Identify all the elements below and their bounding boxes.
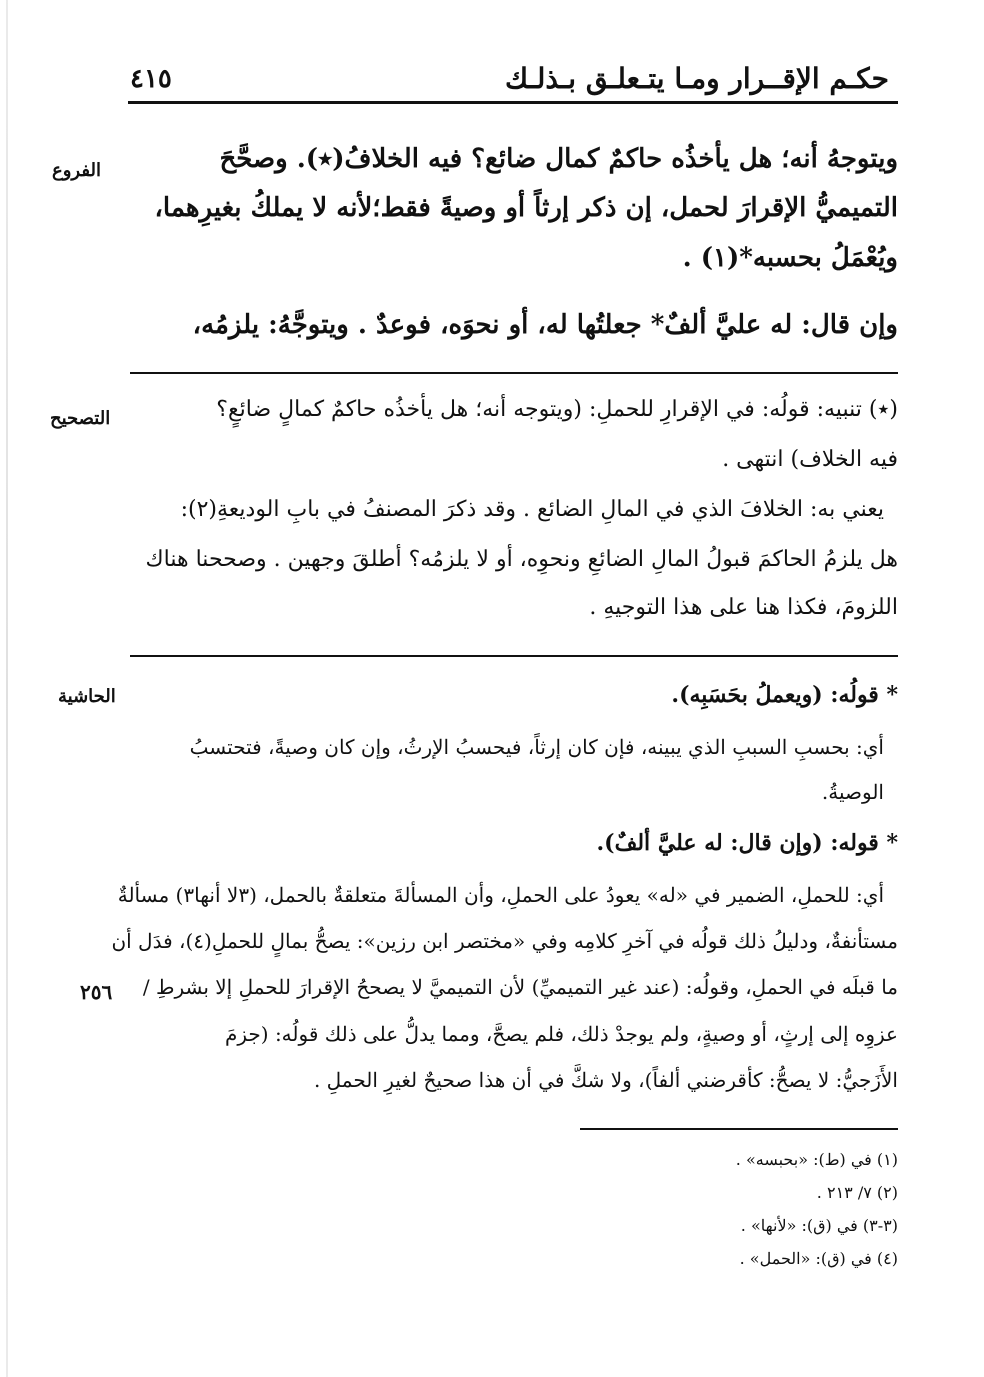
correction-line: يعني به: الخلافَ الذي في المالِ الضائع . وقد ذكرَ المصنفُ في بابِ الوديعةِ(٢):: [180, 497, 884, 522]
main-line: ويُعْمَلُ بحسبه*(١) .: [682, 243, 898, 273]
section-rule: [130, 372, 898, 374]
hashiya-line: مستأنفةٌ، ودليلُ ذلك قولُه في آخرِ كلامِه وفي «مختصر ابن رزين»: يصحُّ بمالٍ للحملِ(٤)، فدَل أن: [111, 929, 898, 953]
running-header-title: حكـم الإقــرار ومـا يتـعلـق بـذلـك: [505, 62, 889, 95]
correction-line: (٭) تنبيه: قولُه: في الإقرارِ للحملِ: (ويتوجه أنه؛ هل يأخذُه حاكمٌ كمالٍ ضائعٍ؟: [216, 397, 898, 422]
main-line: التميميُّ الإقرارَ لحمل، إن ذكر إرثاً أو وصيةً فقط؛لأنه لا يملكُ بغيرِهما،: [154, 193, 898, 223]
hashiya-line: عزوِه إلى إرثٍ، أو وصيةٍ، ولم يوجدْ ذلك، فلم يصحَّ، ومما يدلُّ على ذلك قولُه: (جزمَ: [225, 1022, 898, 1046]
side-number: ٢٥٦: [80, 980, 113, 1004]
footnote: (٣-٣) في (ق): «لأنها» .: [740, 1216, 898, 1235]
hashiya-line: الوصيةُ.: [821, 780, 884, 804]
header-rule: [128, 101, 898, 104]
side-label-tashih: التصحيح: [50, 408, 111, 429]
correction-line: اللزومَ، فكذا هنا على هذا التوجيهِ .: [589, 595, 898, 620]
side-label-hashiya: الحاشية: [58, 686, 116, 707]
section-rule: [130, 655, 898, 657]
correction-line: فيه الخلاف) انتهى .: [722, 447, 898, 472]
hashiya-line: أي: بحسبِ السببِ الذي يبينه، فإن كان إرثاً، فيحسبُ الإرثُ، وإن كان وصيةً، فتحتسبُ: [189, 735, 884, 759]
hashiya-heading: * قوله: (وإن قال: له عليَّ ألفٌ).: [596, 830, 898, 856]
footnote: (١) في (ط): «بحبسه» .: [735, 1150, 898, 1169]
page-number: ٤١٥: [130, 64, 172, 94]
footnote-rule: [580, 1128, 898, 1130]
scan-edge: [6, 0, 8, 1377]
main-line: وإن قال: له عليَّ ألفٌ* جعلتُها له، أو نحوَه، فوعدٌ . ويتوجَّهُ: يلزمُه،: [192, 310, 898, 340]
footnote: (٢) ٧/ ٢١٣ .: [816, 1183, 898, 1202]
hashiya-line: الأَزَجيُّ: لا يصحُّ: كأقرضني ألفاً)، ولا شكَّ في أن هذا صحيحٌ لغيرِ الحملِ .: [313, 1068, 898, 1092]
hashiya-heading: * قولُه: (ويعملُ بحَسَبِه).: [671, 682, 898, 708]
hashiya-line: ما قبلَه في الحملِ، وقولُه: (عند غير التميميِّ) لأن التميميَّ لا يصححُ الإقرارَ للحملِ إلا بشرطِ /: [142, 975, 898, 999]
hashiya-line: أي: للحملِ، الضمير في «له» يعودُ على الحملِ، وأن المسألةَ متعلقةٌ بالحمل، (٣لا أنها٣) مسألةٌ: [117, 883, 884, 907]
correction-line: هل يلزمُ الحاكمَ قبولُ المالِ الضائعِ ونحوِه، أو لا يلزمُه؟ أطلقَ وجهين . وصححنا هناك: [145, 547, 898, 572]
main-line: ويتوجهُ أنه؛ هل يأخذُه حاكمٌ كمال ضائع؟ فيه الخلافُ(٭). وصحَّحَ: [219, 144, 898, 174]
side-label-furu: الفروع: [52, 160, 101, 181]
footnote: (٤) في (ق): «الحمل» .: [739, 1249, 898, 1268]
